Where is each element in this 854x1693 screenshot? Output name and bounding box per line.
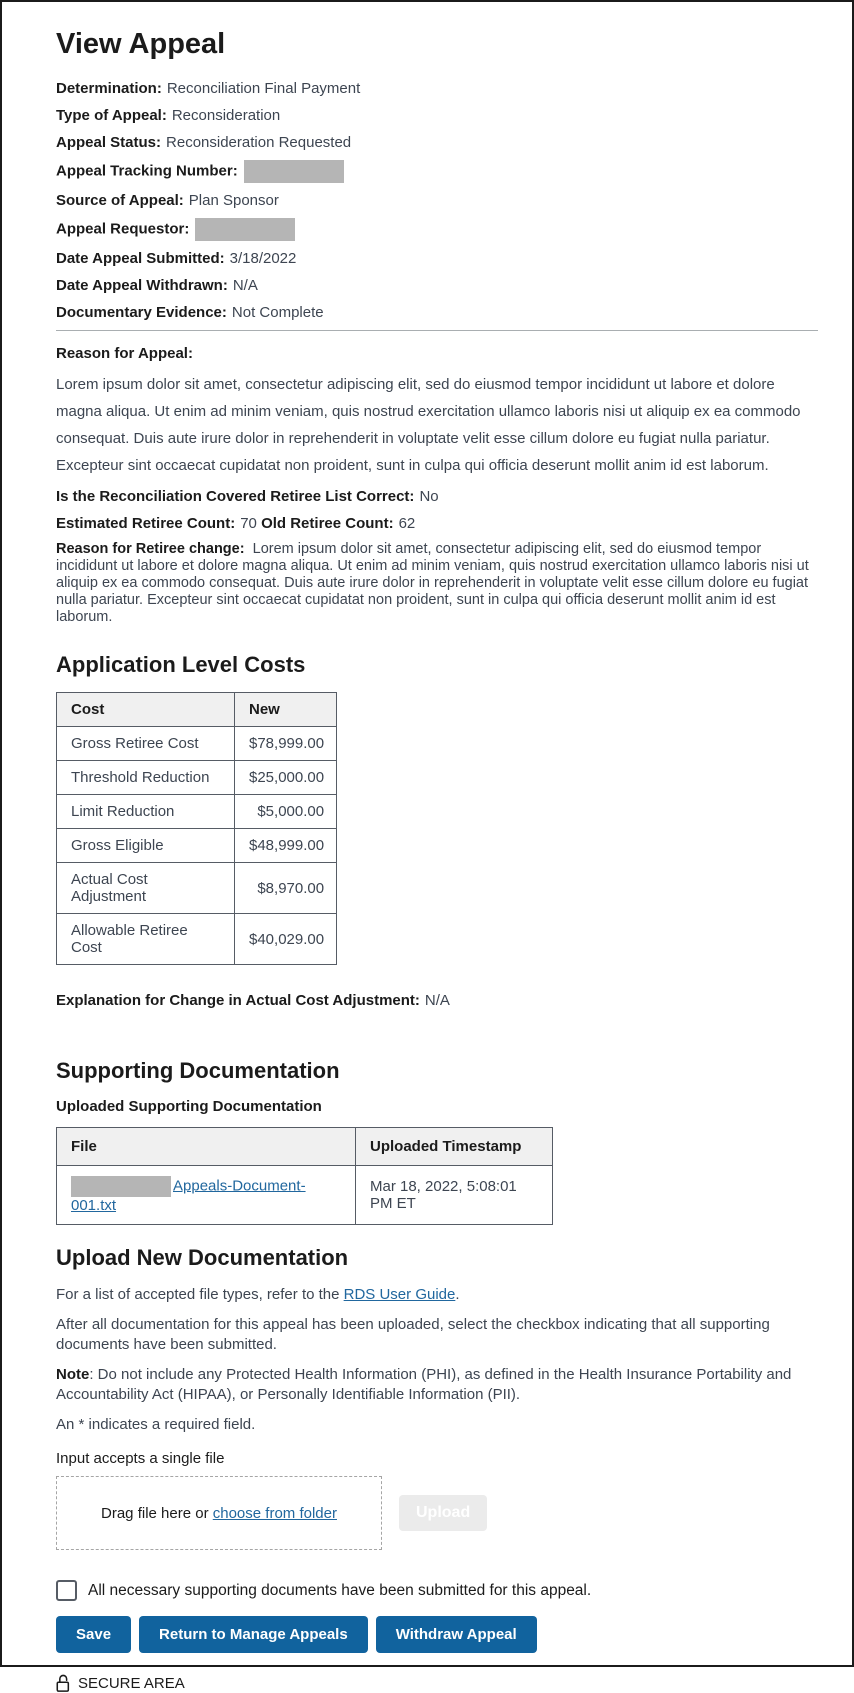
field-label: Appeal Status:	[56, 134, 162, 151]
cost-name: Limit Reduction	[57, 795, 235, 829]
field-value: 3/18/2022	[229, 250, 297, 267]
field-date-appeal-submitted	[56, 249, 818, 268]
cost-value: $40,029.00	[235, 914, 337, 965]
table-row	[57, 829, 337, 863]
field-date-appeal-withdrawn	[56, 276, 818, 295]
cost-name: Gross Retiree Cost	[57, 727, 235, 761]
field-source-of-appeal	[56, 191, 818, 210]
cost-value: $78,999.00	[235, 727, 337, 761]
main-content	[2, 2, 852, 1693]
table-row	[57, 727, 337, 761]
table-row	[57, 795, 337, 829]
supporting-documentation-heading: Supporting Documentation	[56, 1058, 340, 1083]
redacted-value-block	[195, 218, 295, 241]
field-type-of-appeal	[56, 106, 818, 125]
required-field-hint: An * indicates a required field.	[56, 1416, 256, 1433]
accepted-file-types-text: For a list of accepted file types, refer to the RDS User Guide.	[56, 1286, 460, 1303]
column-header-uploaded-timestamp: Uploaded Timestamp	[356, 1128, 553, 1166]
cost-name: Threshold Reduction	[57, 761, 235, 795]
uploaded-supporting-documentation-label: Uploaded Supporting Documentation	[56, 1098, 322, 1115]
section-divider	[56, 330, 818, 331]
appeal-details	[56, 79, 818, 322]
table-row	[57, 1166, 553, 1225]
all-docs-submitted-checkbox[interactable]	[56, 1580, 77, 1601]
field-label: Type of Appeal:	[56, 107, 167, 124]
field-label: Source of Appeal:	[56, 192, 184, 209]
phi-note-text: Note: Do not include any Protected Health Information (PHI), as defined in the Health Insurance Portability and Accountability Act (HIPAA), or Personally Identifiable Information (PII).	[56, 1366, 792, 1403]
upload-instructions-text: After all documentation for this appeal has been uploaded, select the checkbox indicating that all supporting documents have been submitted.	[56, 1316, 770, 1353]
application-level-costs-table	[56, 692, 337, 965]
upload-new-documentation-section	[56, 1245, 818, 1653]
column-header-cost: Cost	[57, 693, 235, 727]
dropzone-text: Drag file here or	[101, 1504, 209, 1522]
secure-area-label: SECURE AREA	[78, 1675, 185, 1692]
all-docs-submitted-label: All necessary supporting documents have been submitted for this appeal.	[88, 1581, 592, 1599]
cost-value: $5,000.00	[235, 795, 337, 829]
upload-button[interactable]: Upload	[399, 1495, 487, 1531]
field-determination	[56, 79, 818, 98]
field-appeal-tracking-number	[56, 160, 818, 183]
table-row	[57, 761, 337, 795]
timestamp-cell: Mar 18, 2022, 5:08:01 PM ET	[356, 1166, 553, 1225]
field-value: Plan Sponsor	[188, 192, 279, 209]
upload-new-documentation-heading: Upload New Documentation	[56, 1245, 349, 1270]
reason-retiree-change: Reason for Retiree change: Lorem ipsum dolor sit amet, consectetur adipiscing elit, sed do eiusmod tempor incididunt ut labore et dolore magna aliqua. Ut enim ad minim veniam, quis nostrud exercitation ullamco laboris nisi ut aliquip ex ea commodo consequat. Duis aute irure dolor in reprehenderit in voluptate velit esse cillum dolore eu fugiat nulla pariatur. Excepteur sint occaecat cupidatat non proident, sunt in culpa qui officia deserunt mollit anim id est laborum.	[56, 541, 809, 625]
field-documentary-evidence	[56, 303, 818, 322]
field-label: Appeal Tracking Number:	[56, 162, 238, 180]
cost-name: Allowable Retiree Cost	[57, 914, 235, 965]
supporting-documentation-section	[56, 1058, 818, 1225]
save-button[interactable]: Save	[56, 1616, 131, 1653]
field-appeal-requestor	[56, 218, 818, 241]
application-level-costs-heading: Application Level Costs	[56, 652, 306, 677]
field-retiree-list-correct: Is the Reconciliation Covered Retiree List Correct: No	[56, 488, 439, 505]
field-value: Reconciliation Final Payment	[166, 80, 361, 97]
field-value: Reconsideration	[171, 107, 281, 124]
cost-value: $8,970.00	[235, 863, 337, 914]
column-header-file: File	[57, 1128, 356, 1166]
withdraw-appeal-button[interactable]: Withdraw Appeal	[376, 1616, 537, 1653]
secure-area-footer	[56, 1674, 818, 1693]
file-dropzone[interactable]	[56, 1476, 382, 1550]
reason-for-appeal-text: Lorem ipsum dolor sit amet, consectetur adipiscing elit, sed do eiusmod tempor incididunt ut labore et dolore magna aliqua. Ut enim ad minim veniam, quis nostrud exercitation ullamco laboris nisi ut aliquip ex ea commodo consequat. Duis aute irure dolor in reprehenderit in voluptate velit esse cillum dolore eu fugiat nulla pariatur. Excepteur sint occaecat cupidatat non proident, sunt in culpa qui officia deserunt mollit anim id est laborum.	[56, 376, 801, 474]
field-label: Determination:	[56, 80, 162, 97]
redacted-filename-prefix	[71, 1176, 171, 1197]
field-label: Appeal Requestor:	[56, 220, 190, 238]
field-retiree-counts: Estimated Retiree Count: 70 Old Retiree Count: 62	[56, 515, 416, 532]
all-docs-submitted-row	[56, 1580, 818, 1601]
reason-retiree-change-text: Lorem ipsum dolor sit amet, consectetur adipiscing elit, sed do eiusmod tempor incididunt ut labore et dolore magna aliqua. Ut enim ad minim veniam, quis nostrud exercitation ullamco laboris nisi ut aliquip ex ea commodo consequat. Duis aute irure dolor in reprehenderit in voluptate velit esse cillum dolore eu fugiat nulla pariatur. Excepteur sint occaecat cupidatat non proident, sunt in culpa qui officia deserunt mollit anim id est laborum.	[56, 541, 809, 625]
cost-value: $48,999.00	[235, 829, 337, 863]
field-label: Documentary Evidence:	[56, 304, 227, 321]
cost-name: Actual Cost Adjustment	[57, 863, 235, 914]
action-buttons-row	[56, 1616, 818, 1653]
upload-controls-row	[56, 1476, 818, 1550]
application-level-costs-section	[56, 652, 818, 1010]
choose-from-folder-link[interactable]: choose from folder	[212, 1504, 337, 1522]
single-file-hint: Input accepts a single file	[56, 1450, 225, 1467]
table-header-row	[57, 1128, 553, 1166]
cost-value: $25,000.00	[235, 761, 337, 795]
field-explanation-change: Explanation for Change in Actual Cost Adjustment: N/A	[56, 992, 450, 1009]
return-to-manage-appeals-button[interactable]: Return to Manage Appeals	[139, 1616, 368, 1653]
uploaded-file-link[interactable]: Appeals-Document-001.txt	[71, 1177, 306, 1214]
open-padlock-icon	[56, 1674, 73, 1693]
field-value: Not Complete	[231, 304, 324, 321]
field-label: Date Appeal Withdrawn:	[56, 277, 228, 294]
cost-name: Gross Eligible	[57, 829, 235, 863]
field-value: Reconsideration Requested	[166, 134, 352, 151]
field-appeal-status	[56, 133, 818, 152]
rds-user-guide-link[interactable]: RDS User Guide	[343, 1286, 456, 1303]
table-row	[57, 914, 337, 965]
table-row	[57, 863, 337, 914]
file-cell	[57, 1166, 356, 1225]
uploaded-documents-table	[56, 1127, 553, 1225]
field-value: N/A	[232, 277, 258, 294]
column-header-new: New	[235, 693, 337, 727]
reason-for-appeal-label: Reason for Appeal:	[56, 345, 193, 362]
table-header-row	[57, 693, 337, 727]
field-label: Date Appeal Submitted:	[56, 250, 225, 267]
page-title: View Appeal	[56, 28, 226, 60]
redacted-value-block	[244, 160, 344, 183]
